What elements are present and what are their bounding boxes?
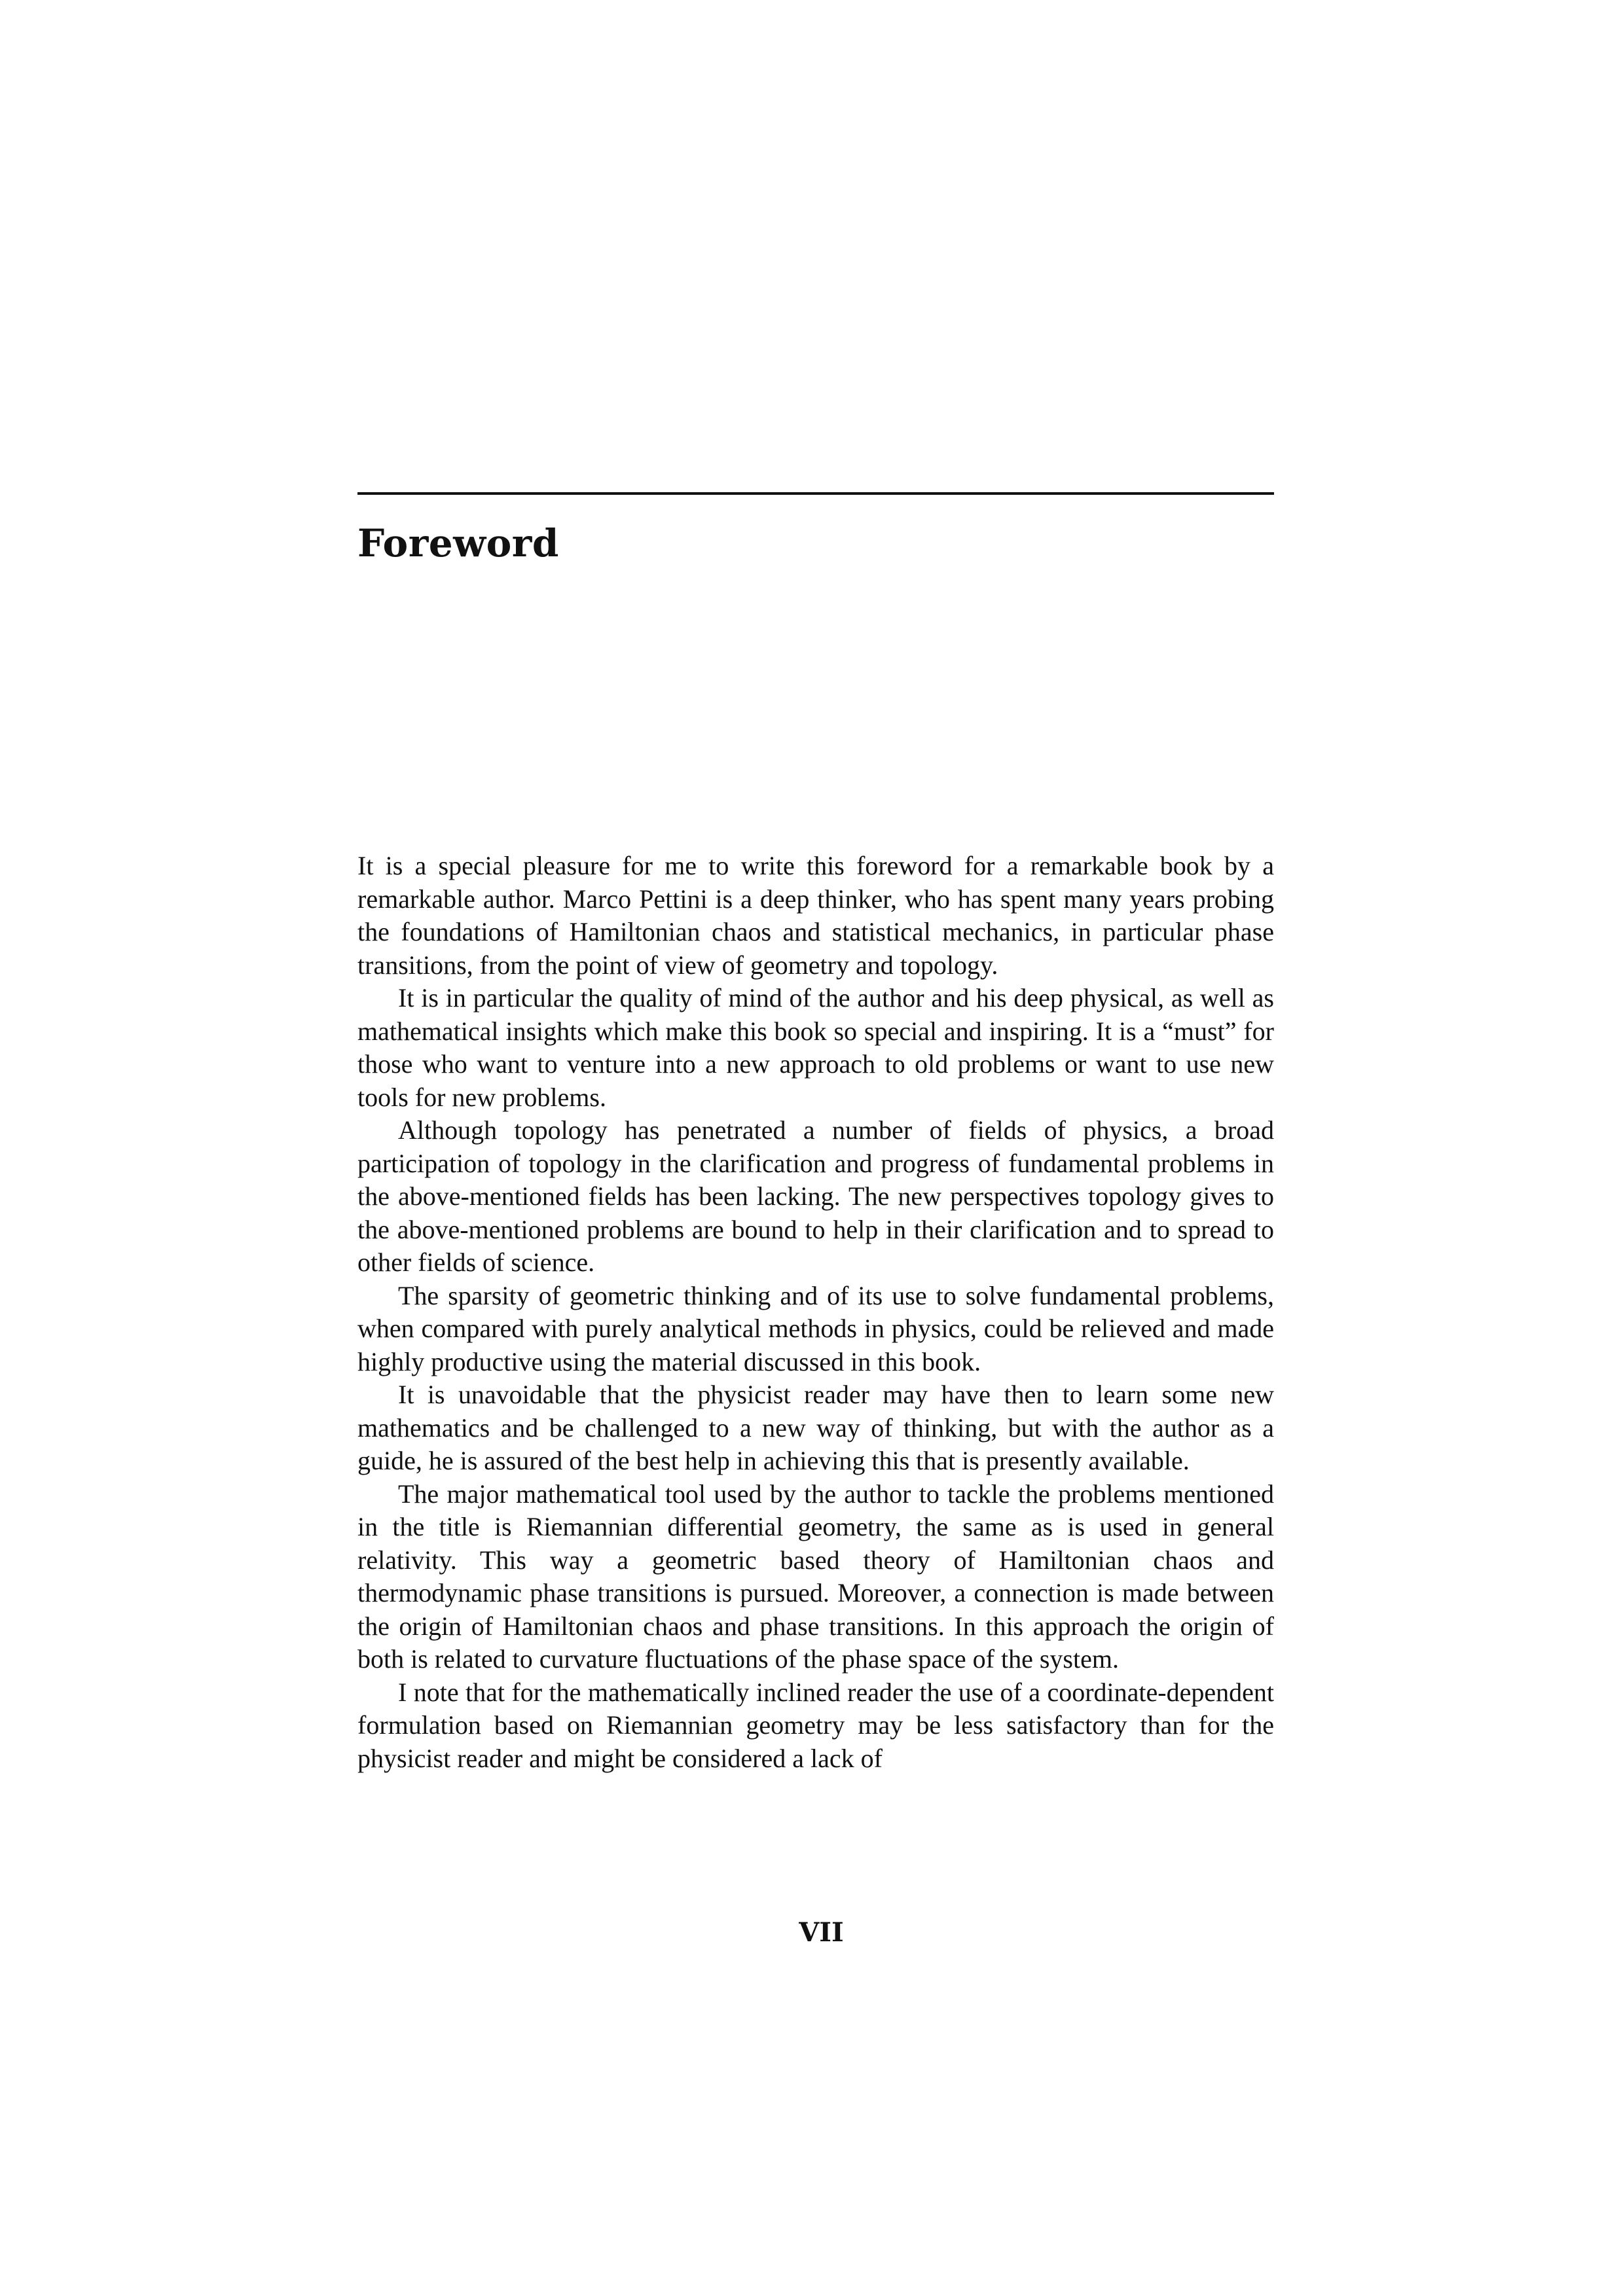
chapter-rule [357,492,1274,495]
paragraph-5: It is unavoidable that the physicist reader may have then to learn some new mathematics and be challenged to a new way of thinking, but with the author as a guide, he is assured of the best help in achieving this that is presently available. [357,1380,1274,1475]
paragraph-3: Although topology has penetrated a number of fields of physics, a broad participation of topology in the clarification and progress of fundamental problems in the above-mentioned fields has been lacking. The new perspectives topology gives to the above-mentioned problems are bound to help in their clarification and to spread to other fields of science. [357,1115,1274,1277]
paragraph-7: I note that for the mathematically inclined reader the use of a coordinate-dependent formulation based on Riemannian geometry may be less satisfactory than for the physicist reader and might be considered a lack of [357,1677,1274,1773]
paragraph-6: The major mathematical tool used by the author to tackle the problems mentioned in the title is Riemannian differential geometry, the same as is used in general relativity. This way a geometric based theory of Hamiltonian chaos and thermodynamic phase transitions is pursued. Moreover, a connection is made between the origin of Hamiltonian chaos and phase transitions. In this approach the origin of both is related to curvature fluctuations of the phase space of the system. [357,1479,1274,1674]
chapter-title: Foreword [357,521,559,565]
foreword-body [357,850,1274,1775]
paragraph-2: It is in particular the quality of mind of the author and his deep physical, as well as mathematical insights which make this book so special and inspiring. It is a “must” for those who want to venture into a new approach to old problems or want to use new tools for new problems. [357,983,1274,1112]
paragraph-1: It is a special pleasure for me to write this foreword for a remarkable book by a remarkable author. Marco Pettini is a deep thinker, who has spent many years probing the foundations of Hamiltonian chaos and statistical mechanics, in particular phase transitions, from the point of view of geometry and topology. [357,851,1274,980]
paragraph-4: The sparsity of geometric thinking and of its use to solve fundamental problems, when compared with purely analytical methods in physics, could be relieved and made highly productive using the material discussed in this book. [357,1280,1274,1376]
page-number: VII [799,1917,844,1948]
